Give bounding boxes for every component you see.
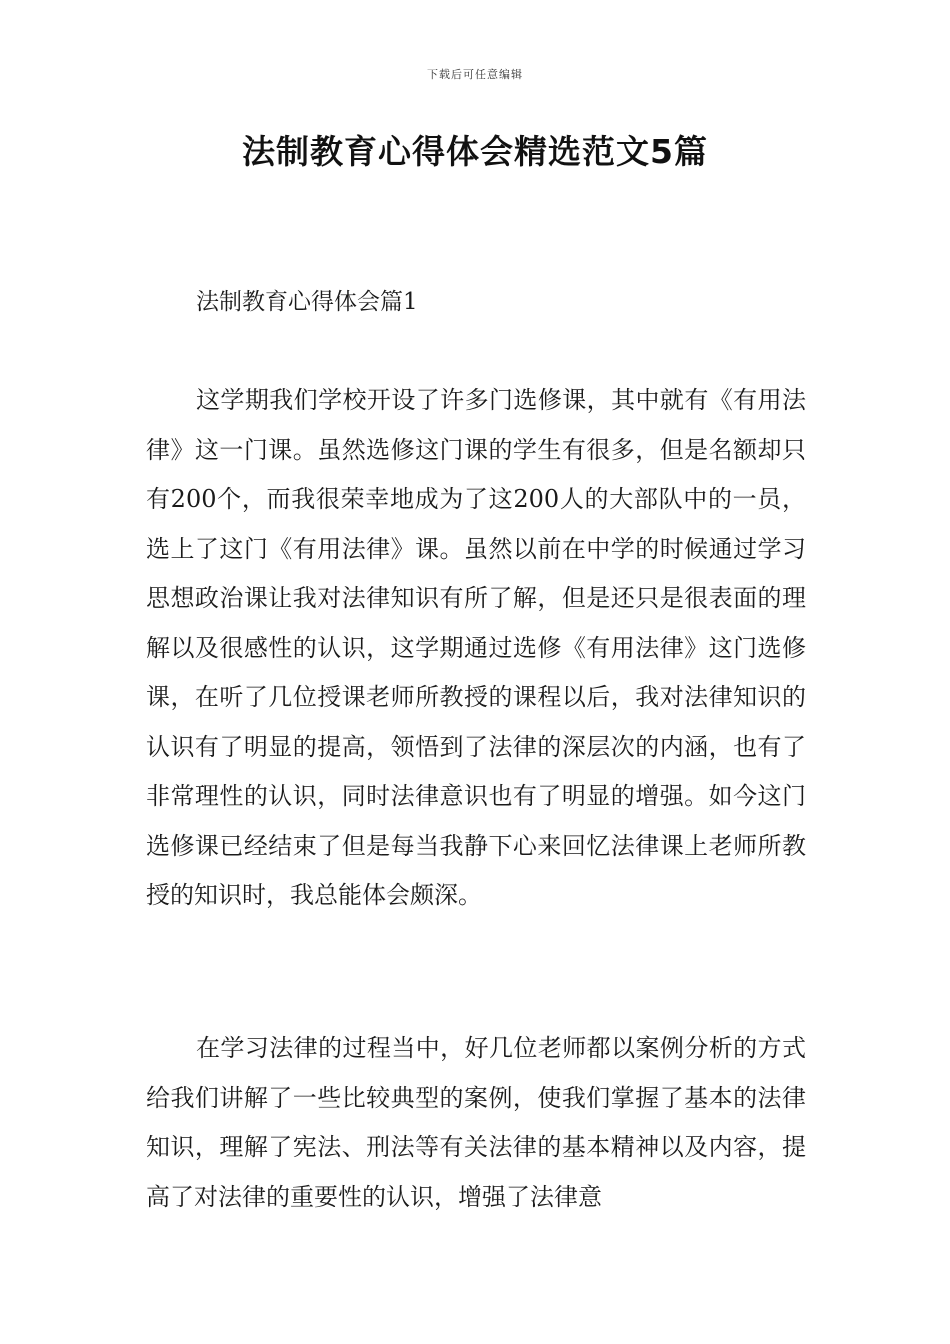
body-paragraph: 在学习法律的过程当中，好几位老师都以案例分析的方式给我们讲解了一些比较典型的案例，使我们掌握了基本的法律知识，理解了宪法、刑法等有关法律的基本精神以及内容，提高了对法律的重要性的认识，增强了法律意 bbox=[146, 1034, 806, 1211]
header-note: 下载后可任意编辑 bbox=[427, 68, 523, 81]
body-paragraph: 这学期我们学校开设了许多门选修课，其中就有《有用法律》这一门课。虽然选修这门课的学生有很多，但是名额却只有200个，而我很荣幸地成为了这200人的大部队中的一员，选上了这门《有用法律》课。虽然以前在中学的时候通过学习思想政治课让我对法律知识有所了解，但是还只是很表面的理解以及很感性的认识，这学期通过选修《有用法律》这门选修课，在听了几位授课老师所教授的课程以后，我对法律知识的认识有了明显的提高，领悟到了法律的深层次的内涵，也有了非常理性的认识，同时法律意识也有了明显的增强。如今这门选修课已经结束了但是每当我静下心来回忆法律课上老师所教授的知识时，我总能体会颇深。 bbox=[146, 386, 806, 909]
document-title: 法制教育心得体会精选范文5篇 bbox=[242, 132, 708, 171]
section-heading: 法制教育心得体会篇1 bbox=[196, 289, 418, 315]
